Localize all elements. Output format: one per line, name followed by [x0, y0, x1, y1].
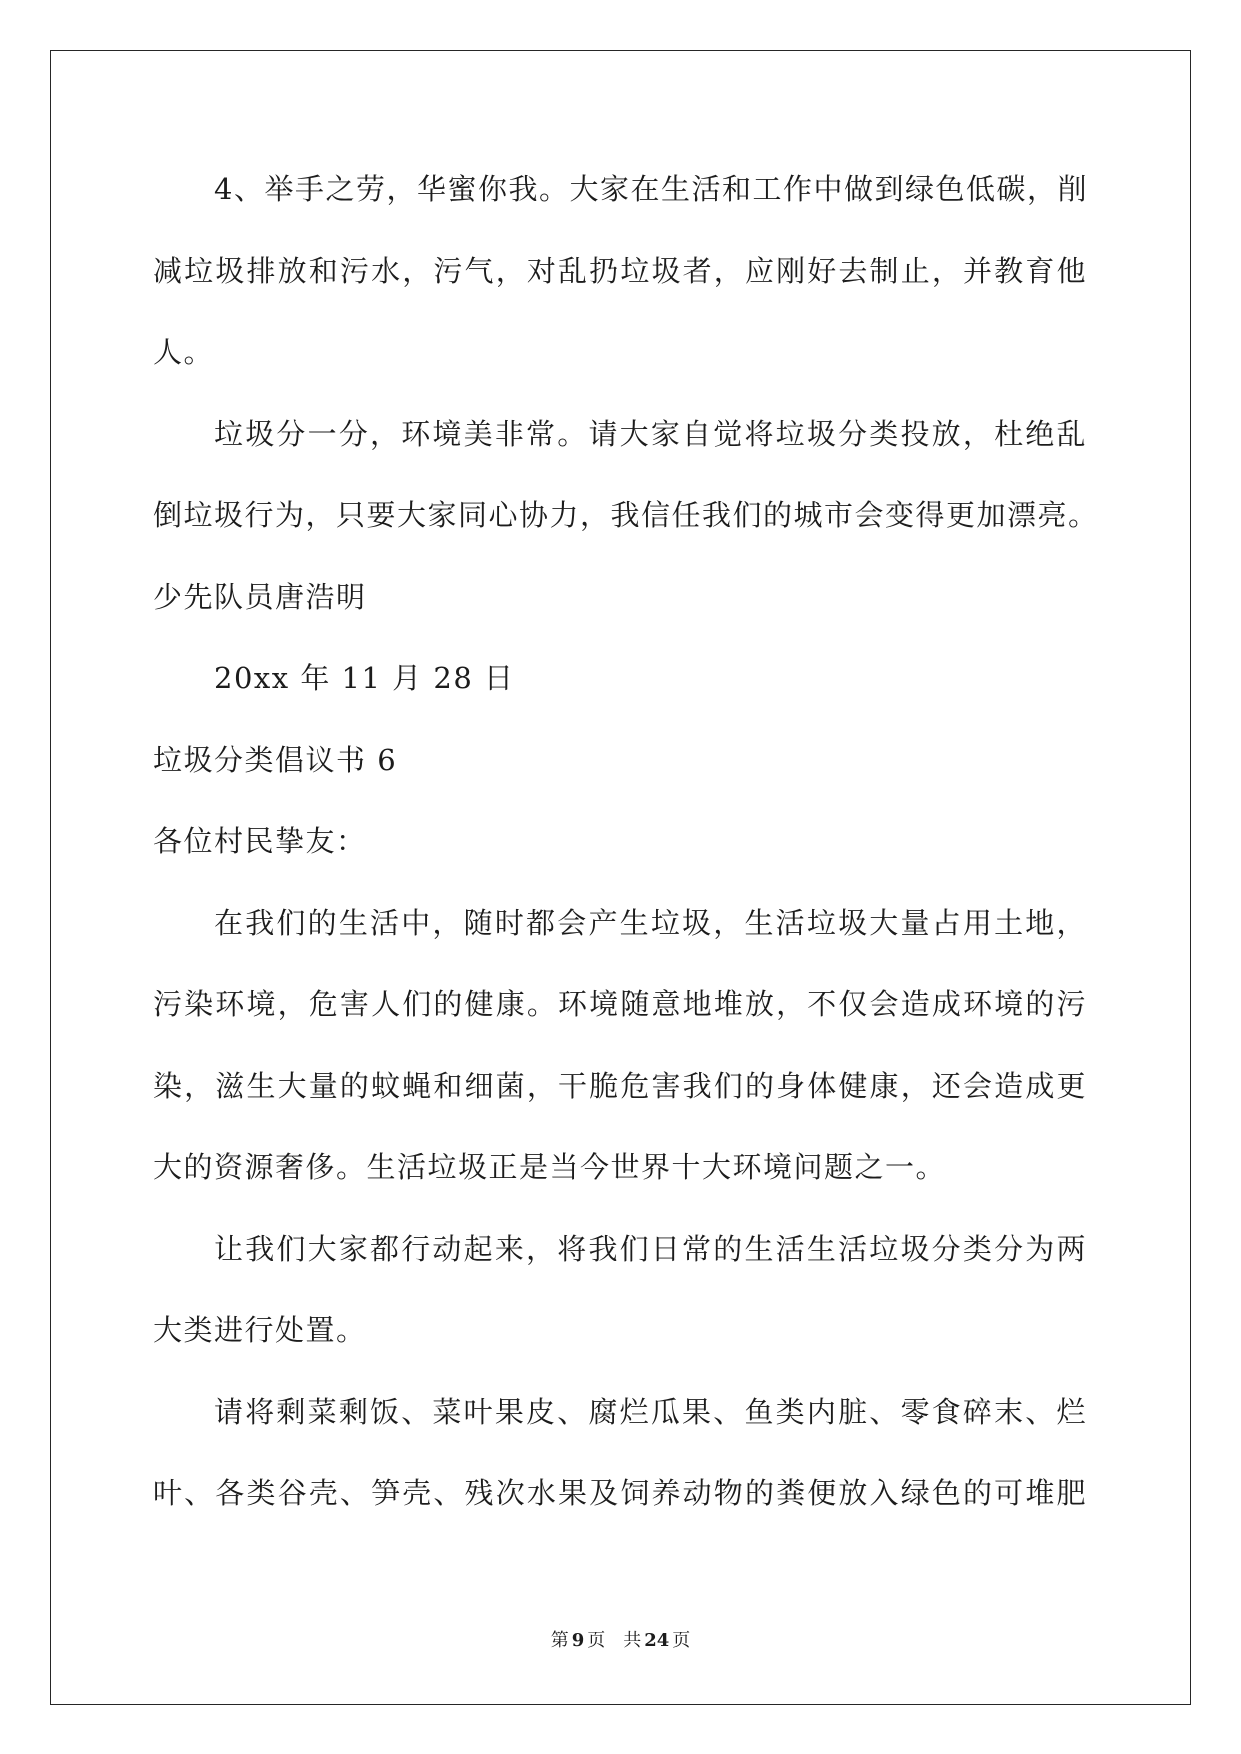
section-title: 垃圾分类倡议书 6: [153, 742, 398, 777]
body-line: 垃圾分一分，环境美非常。请大家自觉将垃圾分类投放，杜绝乱: [214, 416, 1087, 451]
body-line: 倒垃圾行为，只要大家同心协力，我信任我们的城市会变得更加漂亮。: [153, 498, 1099, 532]
body-line: 4、举手之劳，华蜜你我。大家在生活和工作中做到绿色低碳，削: [214, 172, 1088, 206]
body-line: 让我们大家都行动起来，将我们日常的生活生活垃圾分类分为两: [214, 1231, 1087, 1266]
page-body: [153, 149, 1099, 1535]
body-line: 大类进行处置。: [153, 1313, 367, 1347]
paragraph: [153, 1372, 1087, 1535]
body-line: 叶、各类谷壳、笋壳、残次水果及饲养动物的粪便放入绿色的可堆肥: [153, 1476, 1087, 1510]
body-line: 大的资源奢侈。生活垃圾正是当今世界十大环境问题之一。: [153, 1150, 947, 1184]
total-pages: 24: [644, 1630, 670, 1651]
body-line: 减垃圾排放和污水，污气，对乱扔垃圾者，应刚好去制止，并教育他: [153, 253, 1087, 288]
page-number: 9: [571, 1630, 585, 1651]
paragraph: [153, 394, 1099, 557]
signature-name: 少先队员唐浩明: [153, 579, 367, 614]
page-suffix: 页: [587, 1630, 606, 1651]
body-line: 染，滋生大量的蚊蝇和细菌，干脆危害我们的身体健康，还会造成更: [153, 1068, 1087, 1103]
salutation: 各位村民挚友：: [153, 824, 367, 858]
body-line: 在我们的生活中，随时都会产生垃圾，生活垃圾大量占用土地，: [214, 905, 1087, 940]
total-suffix: 页: [672, 1630, 691, 1651]
signature-date: 20xx 年 11 月 28 日: [214, 661, 515, 695]
page-prefix: 第: [550, 1630, 569, 1651]
body-line: 请将剩菜剩饭、菜叶果皮、腐烂瓜果、鱼类内脏、零食碎末、烂: [214, 1394, 1087, 1429]
paragraph: [153, 149, 1087, 394]
total-prefix: 共: [623, 1630, 642, 1651]
paragraph: [153, 1209, 1087, 1372]
page-footer: [0, 1628, 1241, 1654]
paragraph: [153, 883, 1087, 1209]
body-line: 污染环境，危害人们的健康。环境随意地堆放，不仅会造成环境的污: [153, 987, 1087, 1021]
body-line: 人。: [153, 335, 215, 369]
